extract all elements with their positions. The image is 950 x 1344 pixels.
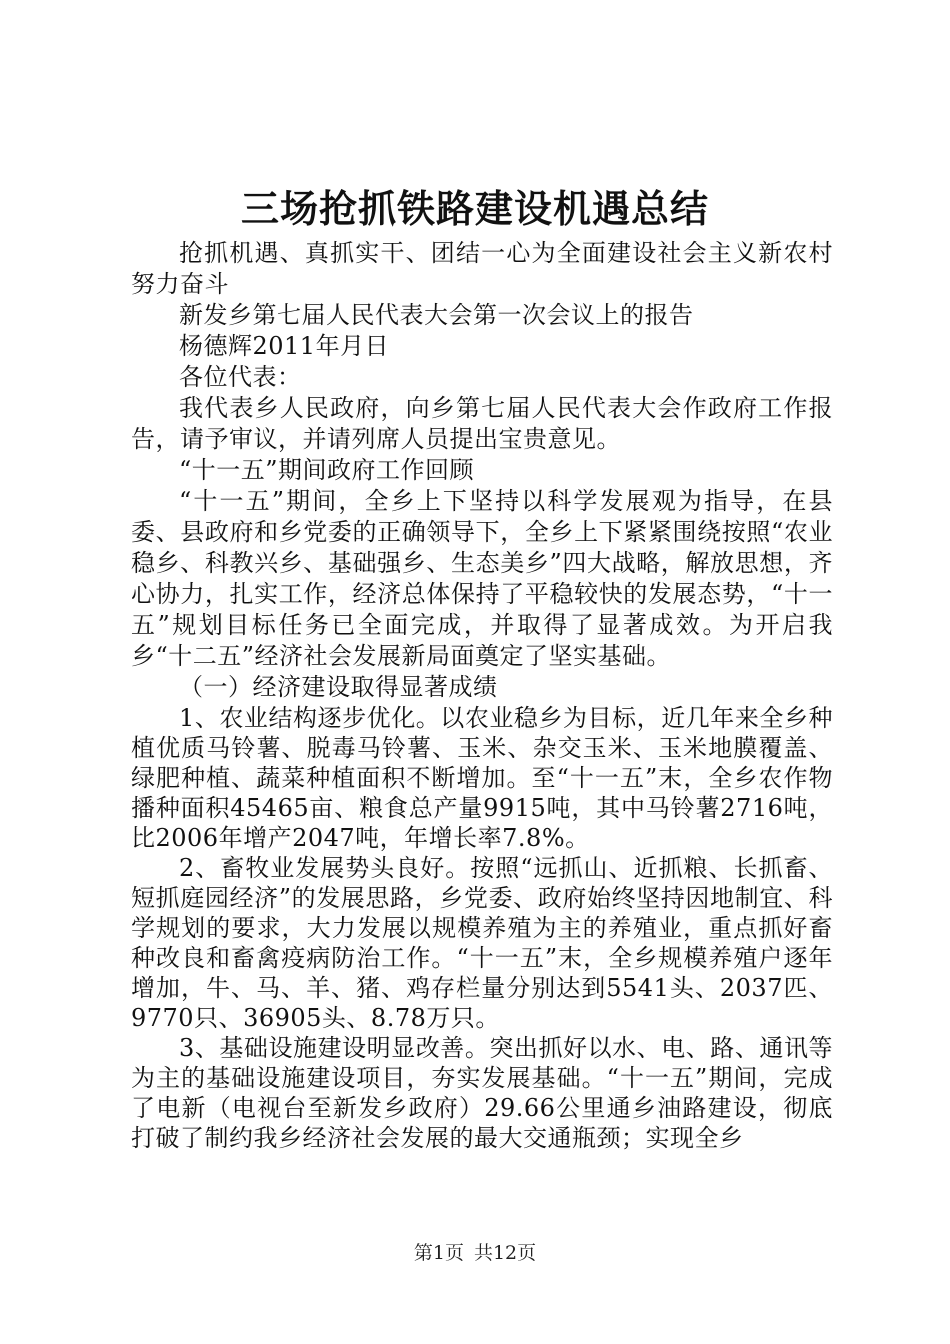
document-body [131,238,833,1153]
page-footer [0,1240,950,1266]
paragraph-livestock: 2、畜牧业发展势头良好。按照“远抓山、近抓粮、长抓畜、短抓庭园经济”的发展思路，乡党委、政府始终坚持因地制宜、科学规划的要求，大力发展以规模养殖为主的养殖业，重点抓好畜种改良和畜禽疫病防治工作。“十一五”末，全乡规模养殖户逐年增加，牛、马、羊、猪、鸡存栏量分别达到5541头、2037匹、9770只、36905头、8.78万只。 [131,854,833,1032]
paragraph-agriculture: 1、农业结构逐步优化。以农业稳乡为目标，近几年来全乡种植优质马铃薯、脱毒马铃薯、玉米、杂交玉米、玉米地膜覆盖、绿肥种植、蔬菜种植面积不断增加。至“十一五”末，全乡农作物播种面积45465亩、粮食总产量9915吨，其中马铃薯2716吨，比2006年增产2047吨，年增长率7.8%。 [131,704,833,852]
paragraph-report-name: 新发乡第七届人民代表大会第一次会议上的报告 [179,301,694,329]
paragraph-infrastructure: 3、基础设施建设明显改善。突出抓好以水、电、路、通讯等为主的基础设施建设项目，夯实发展基础。“十一五”期间，完成了电新（电视台至新发乡政府）29.66公里通乡油路建设，彻底打破了制约我乡经济社会发展的最大交通瓶颈；实现全乡 [131,1034,833,1152]
page-number: 第1页 [413,1242,464,1264]
paragraph-author-date: 杨德辉2011年月日 [179,332,390,360]
paragraph-review-overview: “十一五”期间，全乡上下坚持以科学发展观为指导，在县委、县政府和乡党委的正确领导下，全乡上下紧紧围绕按照“农业稳乡、科教兴乡、基础强乡、生态美乡”四大战略，解放思想，齐心协力，扎实工作，经济总体保持了平稳较快的发展态势，“十一五”规划目标任务已全面完成，并取得了显著成效。为开启我乡“十二五”经济社会发展新局面奠定了坚实基础。 [131,487,833,670]
document-title: 三场抢抓铁路建设机遇总结 [240,186,709,231]
paragraph-salutation: 各位代表： [179,363,302,391]
page-total: 共12页 [473,1242,537,1264]
paragraph-subtitle: 抢抓机遇、真抓实干、团结一心为全面建设社会主义新农村努力奋斗 [131,239,833,298]
paragraph-intro: 我代表乡人民政府，向乡第七届人民代表大会作政府工作报告，请予审议，并请列席人员提出宝贵意见。 [131,394,833,453]
section-heading-review: “十一五”期间政府工作回顾 [179,456,475,484]
subsection-heading-economy: （一）经济建设取得显著成绩 [179,673,498,701]
